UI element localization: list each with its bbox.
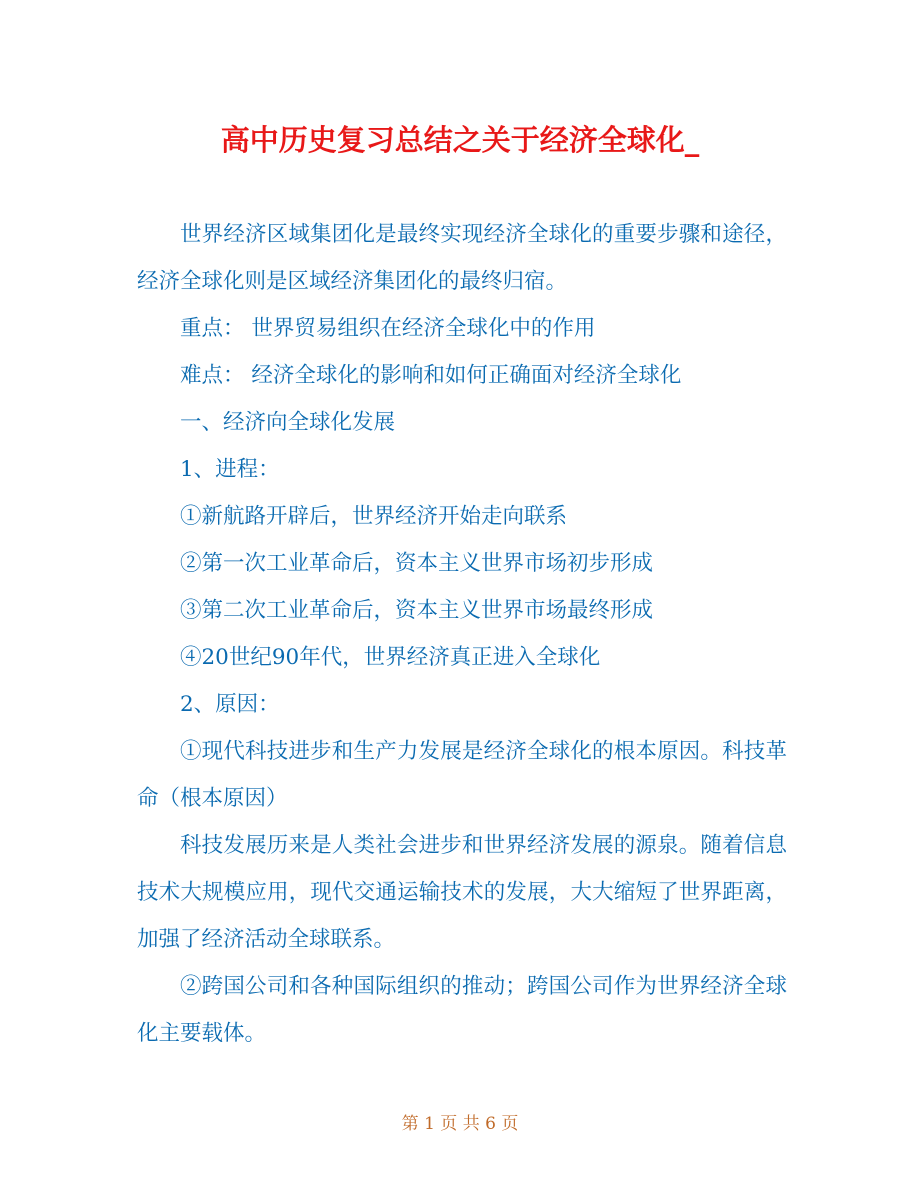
body-paragraph: 科技发展历来是人类社会进步和世界经济发展的源泉。随着信息技术大规模应用，现代交通运输技术的发展，大大缩短了世界距离，加强了经济活动全球联系。 <box>137 833 787 952</box>
subsection-heading: 1、进程： <box>180 457 280 482</box>
difficulty-line: 难点： 经济全球化的影响和如何正确面对经济全球化 <box>180 363 682 388</box>
list-item: ②第一次工业革命后，资本主义世界市场初步形成 <box>180 551 654 576</box>
list-item: ④20世纪90年代，世界经济真正进入全球化 <box>180 645 601 670</box>
list-item: ①新航路开辟后，世界经济开始走向联系 <box>180 504 568 529</box>
list-item: ③第二次工业革命后，资本主义世界市场最终形成 <box>180 598 654 623</box>
list-item: ②跨国公司和各种国际组织的推动；跨国公司作为世界经济全球化主要载体。 <box>137 974 787 1046</box>
subsection-heading: 2、原因： <box>180 692 280 717</box>
intro-paragraph: 世界经济区域集团化是最终实现经济全球化的重要步骤和途径，经济全球化则是区域经济集团化的最终归宿。 <box>137 222 787 294</box>
list-item: ①现代科技进步和生产力发展是经济全球化的根本原因。科技革命（根本原因） <box>137 739 787 811</box>
document-body <box>137 211 787 1057</box>
section-heading: 一、经济向全球化发展 <box>180 410 396 435</box>
page-number-footer: 第 1 页 共 6 页 <box>401 1114 519 1134</box>
key-point-line: 重点： 世界贸易组织在经济全球化中的作用 <box>180 316 596 341</box>
document-title: 高中历史复习总结之关于经济全球化_ <box>220 123 700 157</box>
